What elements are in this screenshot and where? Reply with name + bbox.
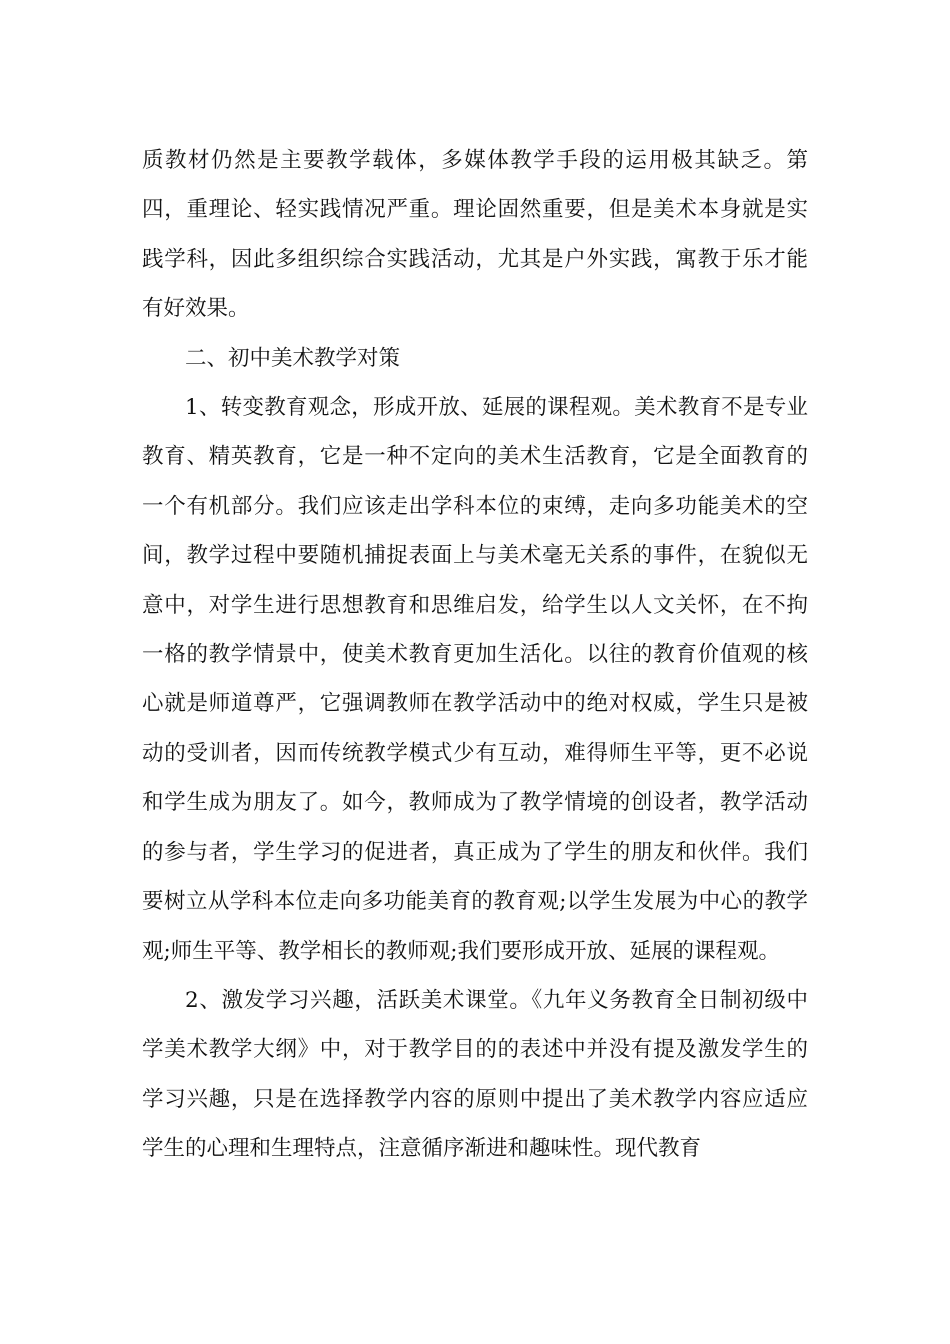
paragraph-point-1: 1、转变教育观念，形成开放、延展的课程观。美术教育不是专业教育、精英教育，它是一种不定向的美术生活教育，它是全面教育的一个有机部分。我们应该走出学科本位的束缚，走向多功能美术的空间，教学过程中要随机捕捉表面上与美术毫无关系的事件，在貌似无意中，对学生进行思想教育和思维启发，给学生以人文关怀，在不拘一格的教学情景中，使美术教育更加生活化。以往的教育价值观的核心就是师道尊严，它强调教师在教学活动中的绝对权威，学生只是被动的受训者，因而传统教学模式少有互动，难得师生平等，更不必说和学生成为朋友了。如今，教师成为了教学情境的创设者，教学活动的参与者，学生学习的促进者，真正成为了学生的朋友和伙伴。我们要树立从学科本位走向多功能美育的教育观;以学生发展为中心的教学观;师生平等、教学相长的教师观;我们要形成开放、延展的课程观。 bbox=[142, 395, 808, 964]
paragraph-point-2: 2、激发学习兴趣，活跃美术课堂。《九年义务教育全日制初级中学美术教学大纲》中，对于教学目的的表述中并没有提及激发学生的学习兴趣，只是在选择教学内容的原则中提出了美术教学内容应适应学生的心理和生理特点，注意循序渐进和趣味性。现代教育 bbox=[142, 987, 808, 1162]
section-heading: 二、初中美术教学对策 bbox=[185, 345, 401, 371]
paragraph-continuation: 质教材仍然是主要教学载体，多媒体教学手段的运用极其缺乏。第四，重理论、轻实践情况严重。理论固然重要，但是美术本身就是实践学科，因此多组织综合实践活动，尤其是户外实践，寓教于乐才能有好效果。 bbox=[142, 148, 808, 322]
